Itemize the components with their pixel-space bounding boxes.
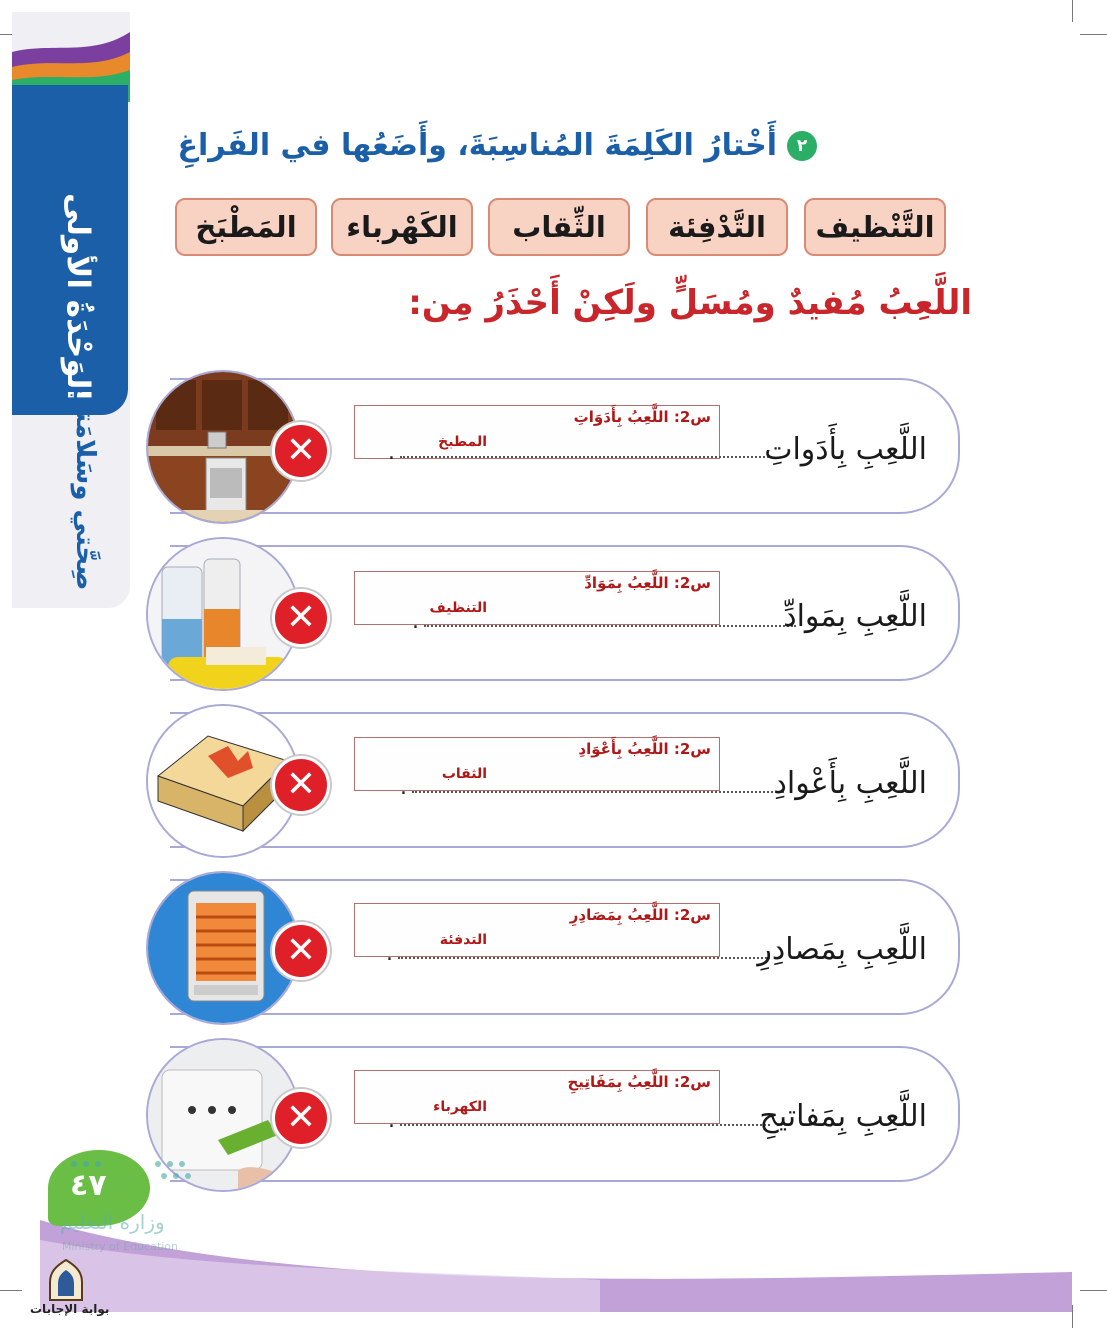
blank-line [400,1124,770,1126]
answer-box [354,737,720,791]
blank-end: . [388,440,395,465]
answer-box [354,903,720,957]
unit-title: الوَحْدَةُ الأولى [60,192,96,400]
sentence-phrase: اللَّعِبِ بِأَدَواتِ [764,432,927,467]
blank-line [398,957,770,959]
portal-logo-icon [46,1258,86,1302]
sentence-phrase: اللَّعِبِ بِمَصادِرِ [757,932,927,967]
answer-question: س2: اللَّعِبُ بِمَصَادِرِ [569,906,711,924]
answer-question: س2: اللَّعِبُ بِمَفَاتِيحِ [567,1073,711,1091]
blank-end: . [412,609,419,634]
answer-question: س2: اللَّعِبُ بِأَدَوَاتِ [573,408,711,426]
portal-label: بوابة الإجابات [30,1302,110,1316]
answer-box [354,1070,720,1124]
answer-box [354,405,720,459]
sentence-phrase: اللَّعِبِ بِأَعْوادِ [773,766,927,801]
answer-box [354,571,720,625]
blank-line [400,456,772,458]
word-bank-item: التَّدْفِئة [646,198,788,256]
sentence-phrase: اللَّعِبِ بِمَوادِّ [783,599,927,634]
exercise-heading [178,128,817,163]
blank-line [424,625,796,627]
answer-question: س2: اللَّعِبُ بِأَعْوَادِ [578,740,711,758]
x-mark-icon: ✕ [272,756,330,814]
x-mark-icon: ✕ [272,589,330,647]
word-bank-item: الكَهْرباء [331,198,473,256]
x-mark-icon: ✕ [272,922,330,980]
answer-text: التنظيف [429,600,487,616]
x-mark-icon: ✕ [272,1089,330,1147]
word-bank-item: التَّنْظيف [804,198,946,256]
ministry-watermark: وزارة التعليم [60,1210,165,1234]
word-bank-item: المَطْبَخ [175,198,317,256]
warning-heading: اللَّعِبُ مُفيدٌ ومُسَلٍّ ولَكِنْ أَحْذَرُ مِن: [408,283,972,323]
sentence-phrase: اللَّعِبِ بِمَفاتيحِ [759,1099,927,1134]
x-mark-icon: ✕ [272,422,330,480]
word-bank-item: الثِّقاب [488,198,630,256]
blank-end: . [386,941,393,966]
instruction-text: أَخْتارُ الكَلِمَةَ المُناسِبَةَ، وأَضَعُها في الفَراغِ [177,128,777,163]
answer-question: س2: اللَّعِبُ بِمَوَادِّ [584,574,711,592]
question-number-badge: ٢ [787,131,817,161]
answer-text: التدفئة [439,932,487,948]
page-number: ٤٧ [70,1168,107,1203]
ministry-logo-dots [64,1156,194,1196]
answer-text: الكهرباء [433,1099,487,1115]
blank-end: . [388,1108,395,1133]
answer-text: المطبخ [438,434,487,450]
ministry-watermark-en: Ministry of Education [62,1240,179,1253]
blank-line [412,791,784,793]
unit-subtitle: صِحَّتي وسَلامَتي [70,385,100,590]
answer-text: الثقاب [441,766,487,782]
blank-end: . [400,775,407,800]
